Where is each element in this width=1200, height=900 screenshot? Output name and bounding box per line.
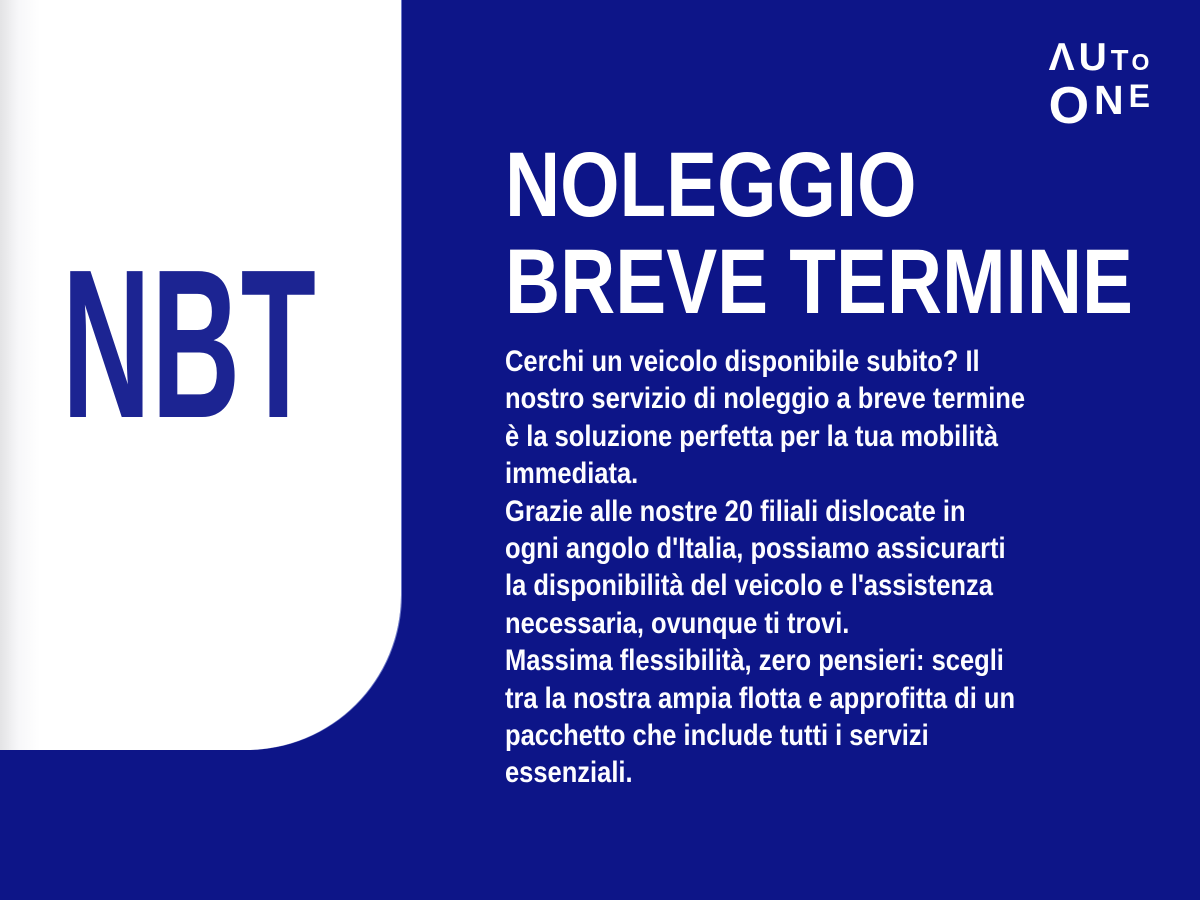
body-line: Massima flessibilità, zero pensieri: scegli [505,644,1004,678]
autoone-logo-line1 [1049,38,1150,77]
body-line: essenziali. [505,756,633,790]
body-copy [505,343,1025,792]
logo-letter-u: U [1078,36,1107,79]
paragraph-3 [505,642,1025,792]
logo-letter-n: N [1094,77,1124,123]
body-line: necessaria, ovunque ti trovi. [505,606,850,640]
body-line: pacchetto che include tutti i servizi [505,719,929,753]
heading-line-1: NOLEGGIO [505,134,917,236]
body-line: è la soluzione perfetta per la tua mobilità [505,419,999,453]
logo-letter-e: E [1128,78,1150,114]
logo-letter-o2: O [1048,77,1090,135]
autoone-logo [1048,36,1150,135]
logo-letter-o: O [1131,49,1150,75]
body-line: nostro servizio di noleggio a breve termine [505,382,1026,416]
body-line: ogni angolo d'Italia, possiamo assicurarti [505,532,1006,566]
heading-line-2: BREVE TERMINE [505,231,1133,333]
logo-letter-t: T [1110,45,1129,77]
body-line: Cerchi un veicolo disponibile subito? Il [505,345,980,378]
autoone-logo-line2 [1048,77,1150,135]
body-line: Grazie alle nostre 20 filiali dislocate in [505,494,966,528]
page-title [505,134,1133,333]
body-line: immediata. [505,457,639,491]
paragraph-1 [505,343,1025,493]
logo-letter-a-icon: Λ [1048,36,1075,79]
paragraph-2 [505,493,1025,643]
body-line: la disponibilità del veicolo e l'assistenza [505,569,993,603]
body-line: tra la nostra ampia flotta e approfitta di un [505,681,1016,715]
nbt-logo-text: NBT [62,225,317,462]
